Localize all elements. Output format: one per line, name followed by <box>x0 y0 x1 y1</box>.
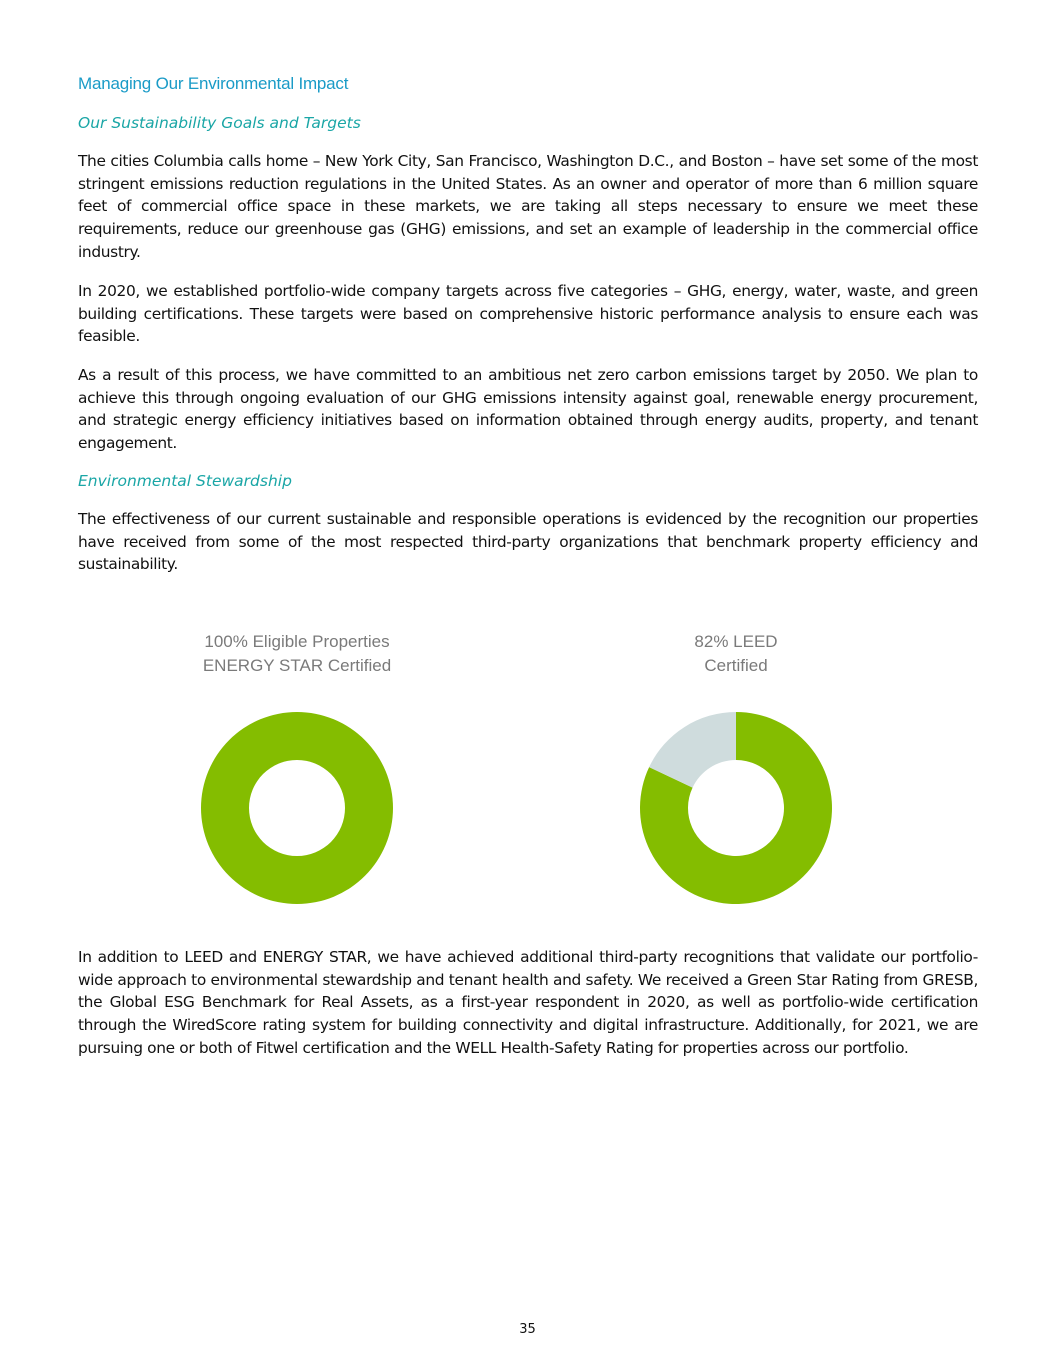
subheading-goals: Our Sustainability Goals and Targets <box>78 114 361 132</box>
paragraph-targets: In 2020, we established portfolio-wide company targets across five categories – GHG, energy, water, waste, and green building certifications. These targets were based on comprehensive historic performance analysis to ensure each was feasible. <box>78 282 978 346</box>
donut-leed <box>606 704 866 904</box>
paragraph-cities: The cities Columbia calls home – New York City, San Francisco, Washington D.C., and Boston – have set some of the most stringent emissions reduction regulations in the United States. As an owner and operator of more than 6 million square feet of commercial office space in these markets, we are taking all steps necessary to ensure we meet these requirements, reduce our greenhouse gas (GHG) emissions, and set an example of leadership in the commercial office industry. <box>78 152 978 261</box>
chart-title-leed: 82% LEED Certified <box>694 632 778 675</box>
chart-title-energy-star: 100% Eligible Properties ENERGY STAR Certified <box>202 632 392 675</box>
subheading-stewardship: Environmental Stewardship <box>78 472 292 490</box>
section-title: Managing Our Environmental Impact <box>78 74 349 93</box>
chart-energy-star <box>167 630 427 909</box>
chart-leed <box>606 630 866 909</box>
donut-slice-certified <box>201 712 393 904</box>
page-number: 35 <box>519 1322 536 1337</box>
paragraph-net-zero: As a result of this process, we have committed to an ambitious net zero carbon emissions target by 2050. We plan to achieve this through ongoing evaluation of our GHG emissions intensity against goal, renewable energy procurement, and strategic energy efficiency initiatives based on information obtained through energy audits, property, and tenant engagement. <box>78 366 978 453</box>
paragraph-recognitions: In addition to LEED and ENERGY STAR, we have achieved additional third-party recognitions that validate our portfolio-wide approach to environmental stewardship and tenant health and safety. We received a Green Star Rating from GRESB, the Global ESG Benchmark for Real Assets, as a first-year respondent in 2020, as well as portfolio-wide certification through the WiredScore rating system for building connectivity and digital infrastructure. Additionally, for 2021, we are pursuing one or both of Fitwel certification and the WELL Health-Safety Rating for properties across our portfolio. <box>78 948 978 1057</box>
donut-energy-star <box>167 704 427 904</box>
paragraph-effectiveness: The effectiveness of our current sustainable and responsible operations is evidenced by the recognition our properties have received from some of the most respected third-party organizations that benchmark property efficiency and sustainability. <box>78 510 978 574</box>
